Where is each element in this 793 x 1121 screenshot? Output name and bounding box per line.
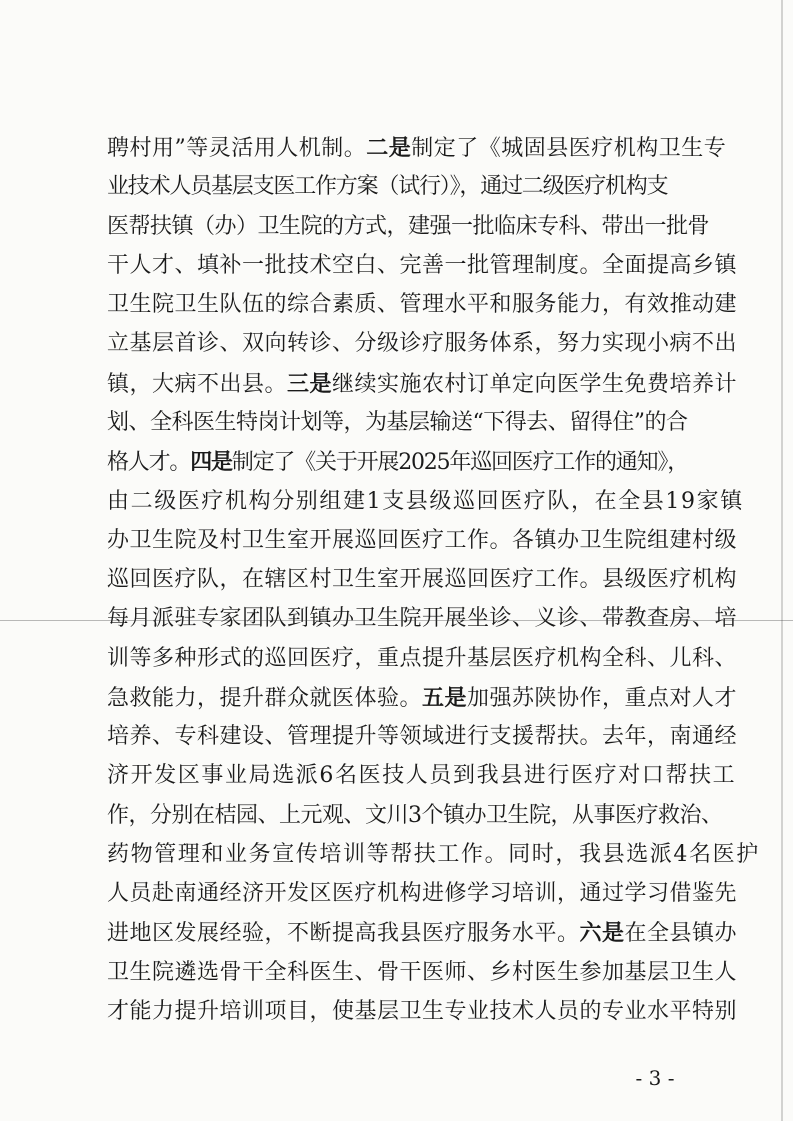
page-number: - 3 - (635, 1066, 675, 1090)
text-line-21: 进地区发展经验，不断提高我县医疗服务水平。六是在全县镇办 (107, 920, 738, 946)
text-line-19: 药物管理和业务宣传培训等帮扶工作。同时，我县选派4名医护 (107, 842, 760, 867)
text-line-15: 急救能力，提升群众就医体验。五是加强苏陕协作，重点对人才 (107, 685, 738, 711)
text-line-5: 卫生院卫生队伍的综合素质、管理水平和服务能力，有效推动建 (107, 292, 738, 317)
scan-edge-line (781, 0, 783, 1121)
text-line-11: 办卫生院及村卫生室开展巡回医疗工作。各镇办卫生院组建村级 (107, 528, 738, 553)
text-line-6: 立基层首诊、双向转诊、分级诊疗服务体系，努力实现小病不出 (107, 331, 738, 356)
text-line-17: 济开发区事业局选派6名医技人员到我县进行医疗对口帮扶工 (107, 763, 737, 788)
text-line-4: 干人才、填补一批技术空白、完善一批管理制度。全面提高乡镇 (107, 253, 738, 278)
text-line-12: 巡回医疗队，在辖区村卫生室开展巡回医疗工作。县级医疗机构 (107, 567, 738, 592)
ordinal-marker: 四是 (190, 449, 232, 475)
text-line-3: 医帮扶镇（办）卫生院的方式，建强一批临床专科、带出一批骨 (107, 214, 710, 239)
ordinal-marker: 六是 (579, 920, 625, 946)
text-line-9: 格人才。四是制定了《关于开展2025年巡回医疗工作的通知》， (107, 449, 689, 475)
ordinal-marker: 二是 (366, 135, 412, 161)
ordinal-marker: 五是 (422, 685, 468, 711)
text-line-23: 才能力提升培训项目，使基层卫生专业技术人员的专业水平特别 (107, 999, 738, 1024)
text-line-1: 聘村用”等灵活用人机制。二是制定了《城固县医疗机构卫生专 (107, 135, 727, 161)
text-line-22: 卫生院遴选骨干全科医生、骨干医师、乡村医生参加基层卫生人 (107, 960, 738, 985)
ordinal-marker: 三是 (287, 371, 333, 397)
scan-artifact-line (0, 620, 793, 621)
text-line-14: 训等多种形式的巡回医疗，重点提升基层医疗机构全科、儿科、 (107, 646, 738, 671)
text-line-16: 培养、专科建设、管理提升等领域进行支援帮扶。去年，南通经 (107, 724, 738, 749)
text-line-13: 每月派驻专家团队到镇办卫生院开展坐诊、义诊、带教查房、培 (107, 606, 738, 631)
text-line-20: 人员赴南通经济开发区医疗机构进修学习培训，通过学习借鉴先 (107, 881, 738, 906)
text-line-7: 镇，大病不出县。三是继续实施农村订单定向医学生免费培养计 (107, 371, 738, 397)
text-line-8: 划、全科医生特岗计划等，为基层输送“下得去、留得住”的合 (107, 410, 688, 435)
text-line-18: 作，分别在桔园、上元观、文川3个镇办卫生院，从事医疗救治、 (107, 803, 723, 828)
text-line-2: 业技术人员基层支医工作方案（试行）》，通过二级医疗机构支 (107, 174, 668, 199)
text-line-10: 由二级医疗机构分别组建1支县级巡回医疗队，在全县19家镇 (107, 489, 744, 514)
